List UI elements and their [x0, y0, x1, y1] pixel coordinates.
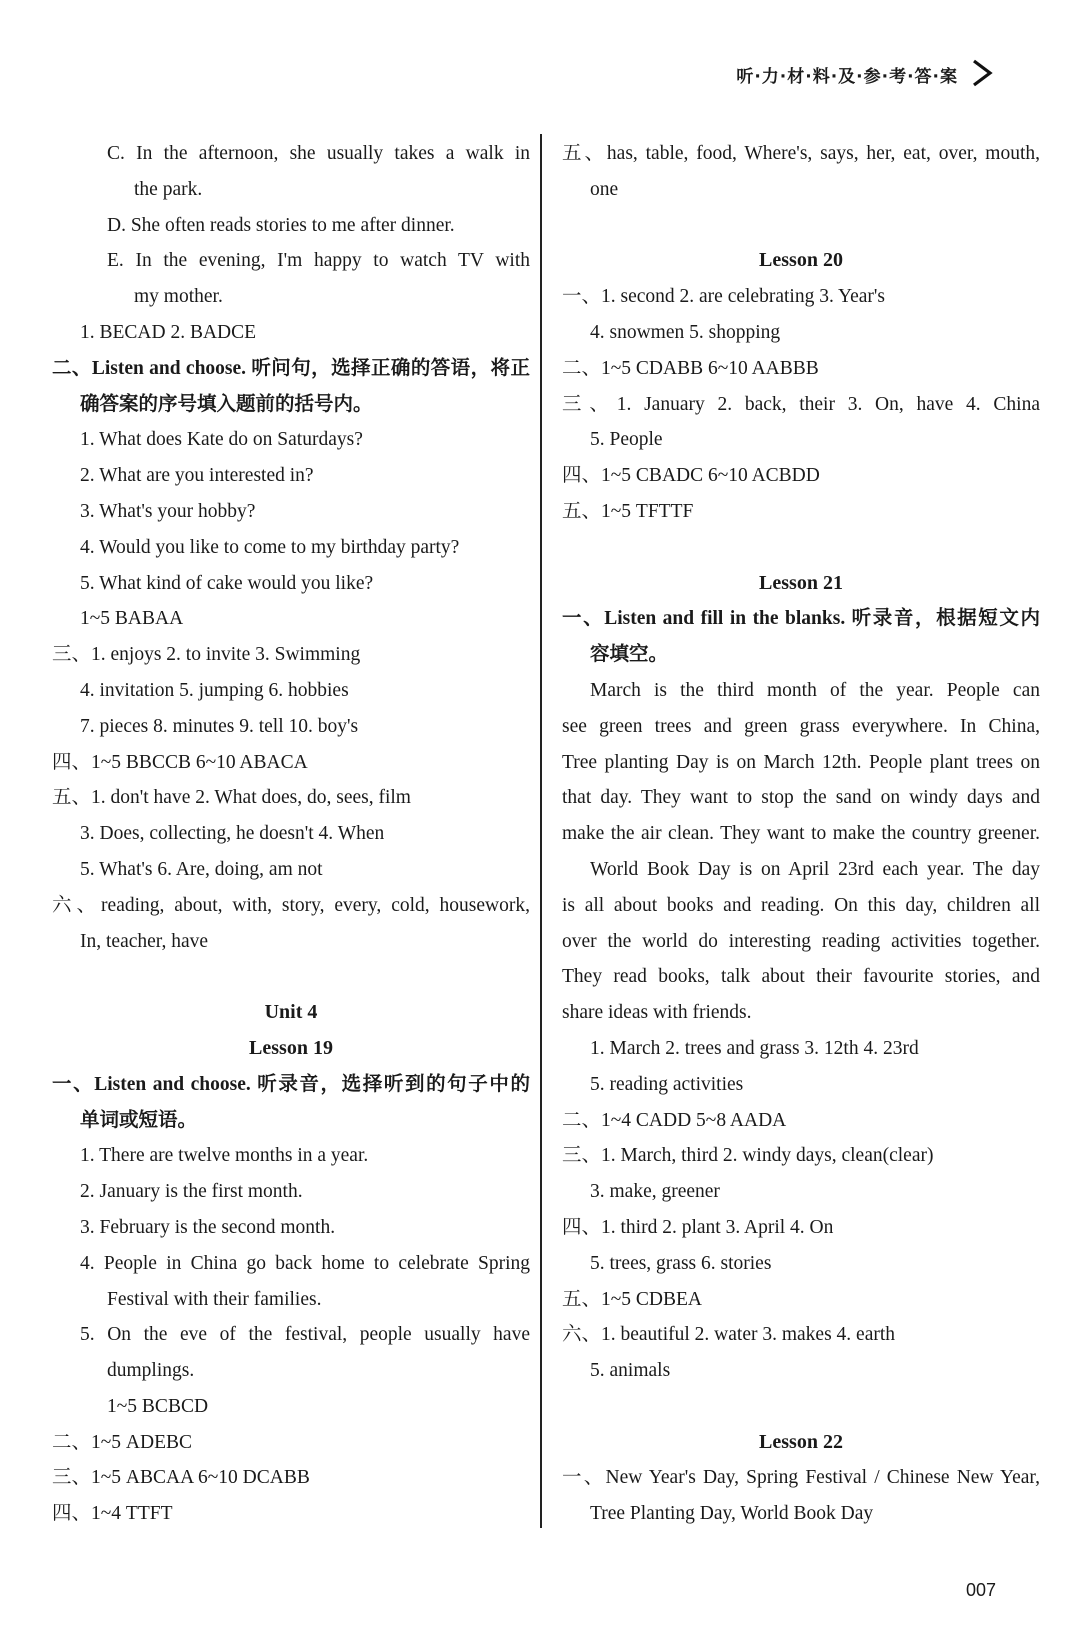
text-line: the park. — [134, 178, 203, 200]
text-line: 二、1~4 CADD 5~8 AADA — [562, 1109, 787, 1131]
text-line: 二、Listen and choose. 听问句，选择正确的答语，将正 — [52, 357, 530, 379]
text-line: 1. What does Kate do on Saturdays? — [80, 429, 363, 451]
text-line: 四、1. third 2. plant 3. April 4. On — [562, 1216, 834, 1238]
text-line: D. She often reads stories to me after dinner. — [107, 214, 455, 236]
text-line: 2. January is the first month. — [80, 1181, 303, 1203]
text-line: Tree Planting Day, World Book Day — [590, 1503, 874, 1525]
text-line: 五、1. don't have 2. What does, do, sees, film — [52, 787, 411, 809]
text-line: 五、1~5 CDBEA — [562, 1288, 703, 1310]
text-line: World Book Day is on April 23rd each year. The day — [590, 858, 1040, 880]
text-line: 一、Listen and fill in the blanks. 听录音，根据短文内 — [562, 608, 1040, 630]
chevron-right-icon — [966, 58, 996, 88]
text-line: 六、1. beautiful 2. water 3. makes 4. earth — [562, 1324, 896, 1346]
text-line: 5. What kind of cake would you like? — [80, 572, 374, 594]
spacer — [562, 530, 1040, 566]
text-line: 3. Does, collecting, he doesn't 4. When — [80, 823, 385, 845]
text-line: 四、1~4 TTFT — [52, 1503, 173, 1525]
section-heading: Lesson 22 — [759, 1430, 843, 1453]
text-line: 4. invitation 5. jumping 6. hobbies — [80, 679, 349, 701]
text-line: 1. March 2. trees and grass 3. 12th 4. 23rd — [590, 1037, 919, 1059]
text-line: 1. There are twelve months in a year. — [80, 1145, 369, 1167]
text-line: see green trees and green grass everywhere. In China, — [562, 715, 1040, 737]
text-line: 5. What's 6. Are, doing, am not — [80, 858, 323, 880]
text-line: They read books, talk about their favourite stories, and — [562, 966, 1040, 988]
text-line: 1. BECAD 2. BADCE — [80, 321, 257, 343]
text-line: 5. reading activities — [590, 1073, 744, 1095]
text-line: 5. On the eve of the festival, people usually have — [80, 1324, 530, 1346]
text-line: over the world do interesting reading activities together. — [562, 930, 1040, 952]
text-line: 确答案的序号填入题前的括号内。 — [80, 393, 373, 415]
text-line: 四、1~5 CBADC 6~10 ACBDD — [562, 465, 820, 487]
text-line: March is the third month of the year. People can — [590, 679, 1040, 701]
section-heading: Lesson 20 — [759, 249, 843, 272]
text-line: one — [590, 178, 619, 200]
text-line: is all about books and reading. On this day, children all — [562, 894, 1040, 916]
spacer — [52, 959, 530, 995]
text-line: 1~5 BCBCD — [107, 1395, 209, 1417]
spacer — [562, 1389, 1040, 1425]
text-line: 三、1. enjoys 2. to invite 3. Swimming — [52, 644, 361, 666]
section-heading: Unit 4 — [264, 1001, 318, 1024]
text-line: 一、Listen and choose. 听录音，选择听到的句子中的 — [52, 1073, 530, 1095]
text-line: make the air clean. They want to make the country greener. — [562, 823, 1040, 845]
text-line: 1~5 BABAA — [80, 608, 184, 630]
text-line: 4. snowmen 5. shopping — [590, 321, 781, 343]
text-line: 四、1~5 BBCCB 6~10 ABACA — [52, 751, 308, 773]
text-line: 2. What are you interested in? — [80, 465, 314, 487]
text-line: 3. What's your hobby? — [80, 500, 256, 522]
text-line: 3. make, greener — [590, 1181, 720, 1203]
text-line: 三、1. March, third 2. windy days, clean(clear) — [562, 1145, 934, 1167]
text-line: 二、1~5 ADEBC — [52, 1431, 193, 1453]
column-divider — [540, 134, 542, 1528]
text-line: 六、reading, about, with, story, every, cold, housework, — [52, 894, 530, 916]
text-line: 单词或短语。 — [80, 1109, 198, 1131]
text-line: 五、has, table, food, Where's, says, her, eat, over, mouth, — [562, 143, 1040, 164]
section-heading: Lesson 19 — [249, 1036, 333, 1059]
text-line: Festival with their families. — [107, 1288, 322, 1310]
text-line: 4. People in China go back home to celebrate Spring — [80, 1252, 530, 1274]
text-line: 三、1. January 2. back, their 3. On, have 4. China — [562, 393, 1040, 415]
text-line: In, teacher, have — [80, 930, 209, 952]
right-column — [562, 136, 1040, 1532]
text-line: that day. They want to stop the sand on windy days and — [562, 787, 1040, 809]
text-line: 五、1~5 TFTTF — [562, 500, 694, 522]
text-line: share ideas with friends. — [562, 1002, 752, 1024]
text-line: my mother. — [134, 286, 223, 308]
text-line: 7. pieces 8. minutes 9. tell 10. boy's — [80, 715, 359, 737]
text-line: 5. trees, grass 6. stories — [590, 1252, 772, 1274]
text-line: 3. February is the second month. — [80, 1216, 336, 1238]
text-line: C. In the afternoon, she usually takes a walk in — [107, 143, 530, 164]
running-header: 听·力·材·料·及·参·考·答·案 — [736, 67, 958, 87]
text-line: 4. Would you like to come to my birthday party? — [80, 536, 460, 558]
text-line: 容填空。 — [590, 644, 669, 666]
section-heading: Lesson 21 — [759, 571, 843, 594]
text-line: 5. People — [590, 429, 663, 451]
text-line: 一、1. second 2. are celebrating 3. Year's — [562, 286, 886, 308]
page-number: 007 — [965, 1580, 996, 1600]
text-line: Tree planting Day is on March 12th. People plant trees on — [562, 751, 1040, 773]
text-line: 5. animals — [590, 1360, 671, 1382]
text-line: 三、1~5 ABCAA 6~10 DCABB — [52, 1467, 310, 1489]
text-line: E. In the evening, I'm happy to watch TV with — [107, 250, 530, 272]
left-column — [52, 136, 530, 1532]
text-line: 一、New Year's Day, Spring Festival / Chinese New Year, — [562, 1467, 1040, 1489]
text-line: 二、1~5 CDABB 6~10 AABBB — [562, 357, 819, 379]
text-line: dumplings. — [107, 1360, 195, 1382]
spacer — [562, 208, 1040, 244]
